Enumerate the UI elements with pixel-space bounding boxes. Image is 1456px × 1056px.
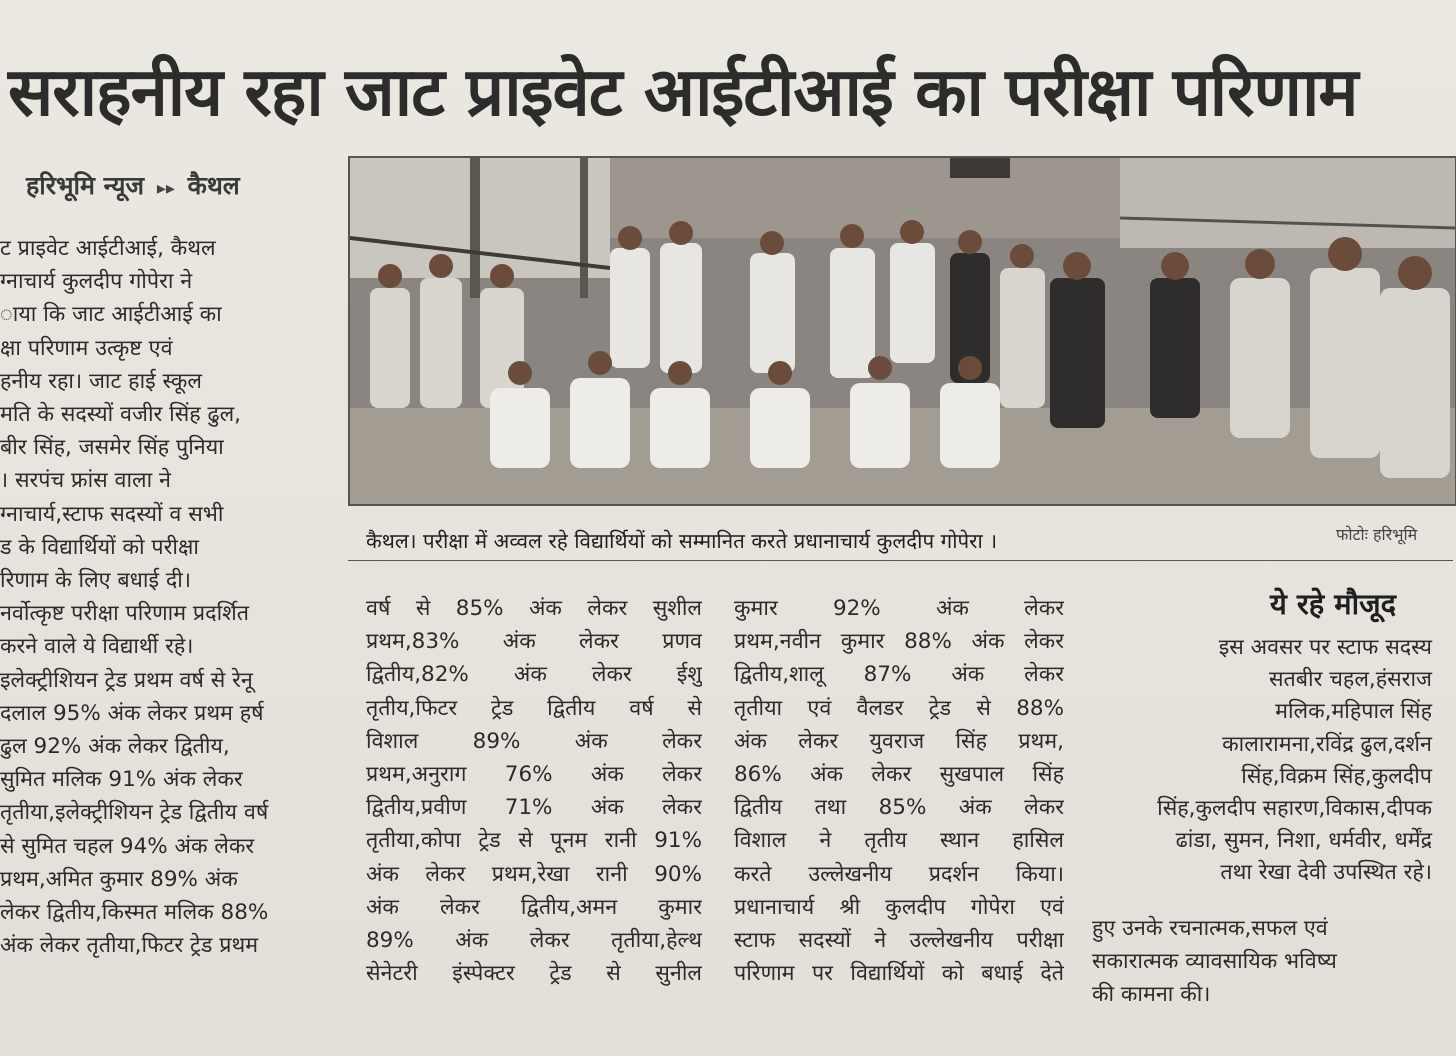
article-line: प्रधानाचार्य श्री कुलदीप गोपेरा एवं [734,894,1064,920]
article-line: तृतीया एवं वैलडर ट्रेड से 88% [734,695,1064,721]
photo-credit: फोटोः हरिभूमि [1336,525,1418,544]
article-line: हनीय रहा। जाट हाई स्कूल [0,368,203,394]
article-line: द्वितीय,प्रवीण 71% अंक लेकर [366,795,702,821]
article-line: करते उल्लेखनीय प्रदर्शन किया। [734,861,1064,887]
article-column-4 [1092,912,1432,1012]
article-line: ाया कि जाट आईटीआई का [0,302,222,328]
sidebar-line: सिंह,कुलदीप सहारण,विकास,दीपक [1157,796,1432,822]
article-line: वर्ष से 85% अंक लेकर सुशील [366,596,702,621]
sidebar-line: ढांडा, सुमन, निशा, धर्मवीर, धर्मेंद्र [1175,828,1432,854]
article-line: अंक लेकर द्वितीय,अमन कुमार [366,894,702,920]
article-line: द्वितीय,82% अंक लेकर ईशु [366,662,702,688]
article-line: प्रथम,अनुराग 76% अंक लेकर [366,762,702,788]
article-line: कुमार 92% अंक लेकर [734,596,1064,621]
byline [26,168,240,202]
sidebar-attendees [1100,632,1432,890]
article-line: रिणाम के लिए बधाई दी। [0,568,191,594]
article-line: प्रथम,अमित कुमार 89% अंक [0,866,238,892]
article-line: । सरपंच फ्रांस वाला ने [0,468,171,494]
article-line: नर्वोत्कृष्ट परीक्षा परिणाम प्रदर्शित [0,601,250,627]
sidebar-line: सिंह,विक्रम सिंह,कुलदीप [1241,763,1432,789]
sidebar-line: मलिक,महिपाल सिंह [1275,699,1432,725]
article-line: तृतीय,फिटर ट्रेड द्वितीय वर्ष से [366,695,702,721]
caption-divider [348,560,1453,561]
byline-place: कैथल [187,171,240,200]
article-line: अंक लेकर तृतीया,फिटर ट्रेड प्रथम [0,933,259,959]
article-line: करने वाले ये विद्यार्थी रहे। [0,634,194,660]
article-line: तृतीया,इलेक्ट्रीशियन ट्रेड द्वितीय वर्ष [0,800,269,826]
article-line: ढुल 92% अंक लेकर द्वितीय, [0,734,230,760]
article-line: द्वितीय,शालू 87% अंक लेकर [734,662,1064,688]
article-line: अंक लेकर युवराज सिंह प्रथम, [734,728,1064,754]
article-line: अंक लेकर प्रथम,रेखा रानी 90% [366,861,702,887]
photo-caption: कैथल। परीक्षा में अव्वल रहे विद्यार्थियों को सम्मानित करते प्रधानाचार्य कुलदीप गोपेरा । [366,529,998,553]
sidebar-line: तथा रेखा देवी उपस्थित रहे। [1220,860,1432,886]
article-line: द्वितीय तथा 85% अंक लेकर [734,795,1064,821]
article-column-3 [734,592,1064,990]
sidebar-line: सतबीर चहल,हंसराज [1268,667,1432,693]
article-line: क्षा परिणाम उत्कृष्ट एवं [0,335,173,361]
headline: सराहनीय रहा जाट प्राइवेट आईटीआई का परीक्षा परिणाम [8,53,1358,131]
sidebar-line: कालारामना,रविंद्र ढुल,दर्शन [1222,731,1432,757]
article-line: दलाल 95% अंक लेकर प्रथम हर्ष [0,700,264,726]
article-line: ग्नाचार्य कुलदीप गोपेरा ने [0,269,193,295]
article-line: सुमित मलिक 91% अंक लेकर [0,767,243,793]
article-line: 89% अंक लेकर तृतीया,हेल्थ [366,928,702,954]
article-line: 86% अंक लेकर सुखपाल सिंह [734,762,1064,788]
byline-arrow-icon: ▸▸ [156,178,175,199]
article-line: प्रथम,83% अंक लेकर प्रणव [366,629,702,655]
sidebar-line: इस अवसर पर स्टाफ सदस्य [1218,635,1432,660]
article-line: स्टाफ सदस्यों ने उल्लेखनीय परीक्षा [734,928,1064,954]
article-line: लेकर द्वितीय,किस्मत मलिक 88% [0,900,269,926]
byline-source: हरिभूमि न्यूज [26,171,145,200]
article-column-2 [366,592,702,990]
group-photo-illustration [350,158,1455,504]
sidebar-title: ये रहे मौजूद [1270,587,1397,621]
article-line: विशाल ने तृतीय स्थान हासिल [734,828,1064,854]
news-photo [348,156,1456,506]
article-line: ग्नाचार्य,स्टाफ सदस्यों व सभी [0,501,224,527]
article-line: सेनेटरी इंस्पेक्टर ट्रेड से सुनील [366,961,702,987]
article-column-1 [0,232,338,962]
article-line: की कामना की। [1092,982,1211,1008]
article-line: विशाल 89% अंक लेकर [366,728,702,754]
article-line: प्रथम,नवीन कुमार 88% अंक लेकर [734,629,1064,655]
article-line: हुए उनके रचनात्मक,सफल एवं [1092,916,1328,941]
article-line: ट प्राइवेट आईटीआई, कैथल [0,236,216,261]
article-line: इलेक्ट्रीशियन ट्रेड प्रथम वर्ष से रेनू [0,667,253,693]
article-line: परिणाम पर विद्यार्थियों को बधाई देते [734,961,1064,987]
article-line: सकारात्मक व्यावसायिक भविष्य [1092,949,1337,975]
article-line: ड के विद्यार्थियों को परीक्षा [0,534,199,560]
article-line: से सुमित चहल 94% अंक लेकर [0,833,255,859]
article-line: तृतीया,कोपा ट्रेड से पूनम रानी 91% [366,828,702,854]
article-line: मति के सदस्यों वजीर सिंह ढुल, [0,402,242,428]
article-line: बीर सिंह, जसमेर सिंह पुनिया [0,435,224,461]
